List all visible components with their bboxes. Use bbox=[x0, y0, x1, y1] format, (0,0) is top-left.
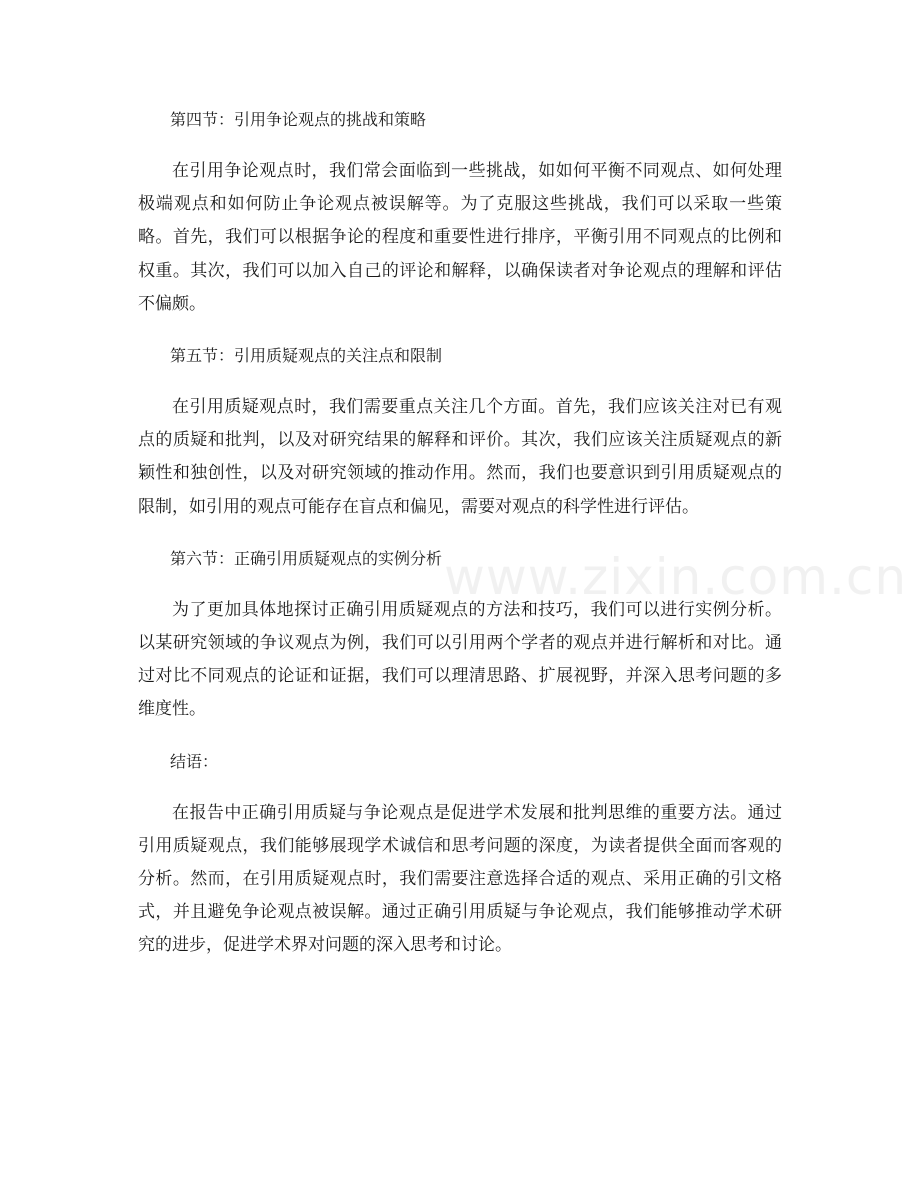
section-heading-4: 第四节：引用争论观点的挑战和策略 bbox=[170, 110, 427, 129]
section-heading-5: 第五节：引用质疑观点的关注点和限制 bbox=[170, 346, 443, 366]
section-paragraph-6: 为了更加具体地探讨正确引用质疑观点的方法和技巧，我们可以进行实例分析。以某研究领域的争议观点为例，我们可以引用两个学者的观点并进行解析和对比。通过对比不同观点的论证和证据，我们可以理清思路、扩展视野，并深入思考问题的多维度性。 bbox=[138, 599, 782, 720]
section-paragraph-5: 在引用质疑观点时，我们需要重点关注几个方面。首先，我们应该关注对已有观点的质疑和批判，以及对研究结果的解释和评价。其次，我们应该关注质疑观点的新颖性和独创性，以及对研究领域的推动作用。然而，我们也要意识到引用质疑观点的限制，如引用的观点可能存在盲点和偏见，需要对观点的科学性进行评估。 bbox=[138, 397, 782, 517]
section-heading-6: 第六节：正确引用质疑观点的实例分析 bbox=[170, 548, 443, 568]
document-body bbox=[138, 106, 782, 984]
conclusion-heading: 结语： bbox=[170, 751, 219, 771]
conclusion-paragraph: 在报告中正确引用质疑与争论观点是促进学术发展和批判思维的重要方法。通过引用质疑观点，我们能够展现学术诚信和思考问题的深度，为读者提供全面而客观的分析。然而，在引用质疑观点时，我们需要注意选择合适的观点、采用正确的引文格式，并且避免争论观点被误解。通过正确引用质疑与争论观点，我们能够推动学术研究的进步，促进学术界对问题的深入思考和讨论。 bbox=[138, 802, 782, 956]
section-paragraph-4: 在引用争论观点时，我们常会面临到一些挑战，如如何平衡不同观点、如何处理极端观点和如何防止争论观点被误解等。为了克服这些挑战，我们可以采取一些策略。首先，我们可以根据争论的程度和重要性进行排序，平衡引用不同观点的比例和权重。其次，我们可以加入自己的评论和解释，以确保读者对争论观点的理解和评估不偏颇。 bbox=[138, 161, 782, 314]
watermark-text: www.zixin.com.cn bbox=[444, 548, 908, 606]
